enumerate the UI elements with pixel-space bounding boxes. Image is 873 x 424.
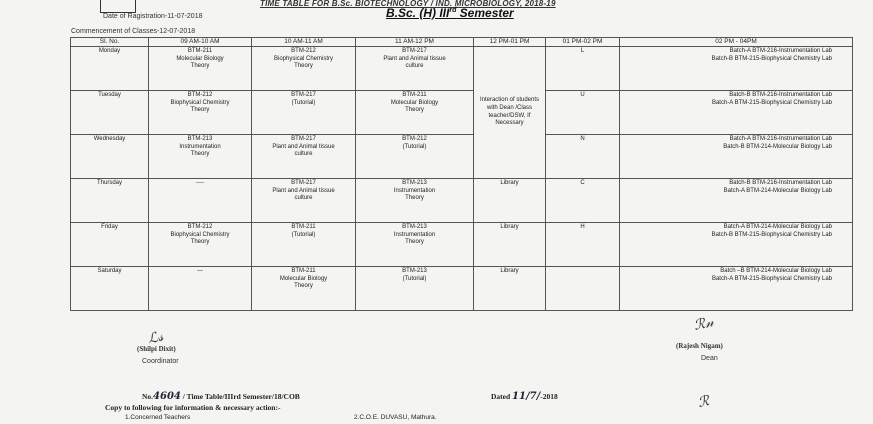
slot-cell <box>252 91 356 135</box>
lab-cell-text: Batch-A BTM-214-Molecular Biology Lab Batch-B BTM-215-Biophysical Chemistry Lab <box>711 224 832 238</box>
coordinator-signature: ℒ𝓈 <box>146 328 165 348</box>
lab-cell <box>620 267 853 311</box>
lab-cell <box>620 47 853 91</box>
memo-number-handwritten: 4604 <box>153 391 181 402</box>
recess-cell <box>546 267 620 311</box>
library-cell <box>474 223 546 267</box>
lab-cell-text: Batch-A BTM-216-Instrumentation Lab Batch-B BTM-214-Molecular Biology Lab <box>723 136 832 150</box>
institution-logo <box>100 0 136 13</box>
library-cell-text: Library <box>500 268 519 274</box>
slot-cell <box>356 223 474 267</box>
coordinator-title: Coordinator <box>142 358 179 365</box>
slot-cell-text: BTM-212 (Tutorial) <box>402 136 427 150</box>
slot-cell <box>252 267 356 311</box>
column-header: 01 PM-02 PM <box>546 38 620 47</box>
day-cell <box>71 267 149 311</box>
table-row <box>71 179 853 223</box>
library-cell-text: Library <box>500 224 519 230</box>
dated-prefix: Dated <box>491 392 513 401</box>
lab-cell-text: Batch-B BTM-216-Instrumentation Lab Batch-A BTM-215-Biophysical Chemistry Lab <box>711 92 832 106</box>
day-cell-text: Friday <box>101 224 118 230</box>
slot-cell <box>252 223 356 267</box>
day-cell-text: Wednesday <box>93 136 126 142</box>
lab-cell <box>620 135 853 179</box>
dean-name: (Rajesh Nigam) <box>676 342 723 350</box>
lab-cell <box>620 179 853 223</box>
dated-line <box>491 391 558 402</box>
slot-cell-text: BTM-213 (Tutorial) <box>402 268 427 282</box>
commencement-date: Commencement of Classes-12-07-2018 <box>71 28 196 35</box>
lab-cell <box>620 91 853 135</box>
column-header: 11 AM-12 PM <box>356 38 474 47</box>
copy-to-line: Copy to following for information & necessary action:- <box>105 403 281 412</box>
slot-cell <box>356 179 474 223</box>
recess-cell-text: N <box>580 136 585 142</box>
memo-prefix: No. <box>142 392 154 401</box>
day-cell-text: Saturday <box>97 268 122 274</box>
slot-cell-text: BTM-213 Instrumentation Theory <box>393 224 436 246</box>
slot-cell-text: BTM-217 (Tutorial) <box>291 92 316 106</box>
semester-title-main: B.Sc. (H) III <box>386 6 450 20</box>
recess-cell-text: H <box>580 224 585 230</box>
slot-cell-text: BTM-213 Instrumentation Theory <box>393 180 436 202</box>
slot-cell <box>356 91 474 135</box>
table-row <box>71 267 853 311</box>
timetable-heading: TIME TABLE FOR B.Sc. BIOTECHNOLOGY / IND. MICROBIOLOGY, 2018-19 <box>260 0 556 8</box>
slot-cell-text: BTM-211 Molecular Biology Theory <box>176 48 224 70</box>
slot-cell-text: BTM-212 Biophysical Chemistry Theory <box>273 48 334 70</box>
day-cell-text: Monday <box>98 48 121 54</box>
recess-cell-text: U <box>580 92 585 98</box>
day-cell-text: Thursday <box>96 180 122 186</box>
slot-cell <box>149 223 252 267</box>
slot-cell <box>252 135 356 179</box>
recess-cell <box>546 135 620 179</box>
table-row <box>71 135 853 179</box>
slot-cell <box>252 47 356 91</box>
semester-title <box>386 6 514 20</box>
library-cell <box>474 179 546 223</box>
interaction-cell <box>474 47 546 179</box>
slot-cell <box>149 135 252 179</box>
library-cell-text: Library <box>500 180 519 186</box>
recess-cell <box>546 91 620 135</box>
slot-cell-text: BTM-211 (Tutorial) <box>291 224 316 238</box>
column-header: 12 PM-01 PM <box>474 38 546 47</box>
library-cell <box>474 267 546 311</box>
slot-cell-text: ---- <box>196 180 204 186</box>
slot-cell <box>252 179 356 223</box>
recess-cell-text: L <box>580 48 585 54</box>
slot-cell-text: BTM-212 Biophysical Chemistry Theory <box>170 92 230 114</box>
table-row <box>71 47 853 91</box>
dated-suffix: -2018 <box>540 392 558 401</box>
column-header: Sl. No. <box>71 38 149 47</box>
slot-cell <box>149 47 252 91</box>
slot-cell-text: BTM-213 Instrumentation Theory <box>179 136 221 158</box>
copy-recipient-2: 2.C.O.E. DUVASU, Mathura. <box>354 414 437 421</box>
day-cell <box>71 223 149 267</box>
semester-title-tail: Semester <box>456 6 514 20</box>
slot-cell <box>149 267 252 311</box>
slot-cell-text: BTM-211 Molecular Biology Theory <box>390 92 439 114</box>
recess-cell <box>546 223 620 267</box>
table-row <box>71 91 853 135</box>
recess-cell <box>546 179 620 223</box>
recess-cell <box>546 47 620 91</box>
slot-cell-text: BTM-211 Molecular Biology Theory <box>279 268 328 290</box>
slot-cell <box>149 179 252 223</box>
interaction-cell-text: Interaction of students with Dean /Class teacher/DSW, If Necessary <box>479 97 540 127</box>
copy-recipient-1: 1.Concerned Teachers <box>125 414 191 421</box>
column-header: 10 AM-11 AM <box>252 38 356 47</box>
slot-cell <box>149 91 252 135</box>
registration-date: Date of Ragistration-11-07-2018 <box>103 13 203 20</box>
recess-cell-text: C <box>580 180 585 186</box>
memo-suffix: / Time Table/IIIrd Semester/18/COB <box>180 392 300 401</box>
slot-cell-text: BTM-212 Biophysical Chemistry Theory <box>170 224 230 246</box>
table-row <box>71 223 853 267</box>
slot-cell-text: BTM-217 Plant and Animal tissue culture <box>272 136 335 158</box>
coordinator-name: (Shilpi Dixit) <box>137 345 176 353</box>
dean-signature-footer: ℛ <box>696 393 711 411</box>
memo-number <box>142 391 300 402</box>
day-cell <box>71 91 149 135</box>
column-header: 02 PM - 04PM <box>620 38 853 47</box>
day-cell-text: Tuesday <box>98 92 121 98</box>
slot-cell <box>356 47 474 91</box>
timetable-header-row <box>71 38 853 47</box>
column-header: 09 AM-10 AM <box>149 38 252 47</box>
lab-cell-text: Batch –B BTM-214-Molecular Biology Lab Batch-A BTM-215-Biophysical Chemistry Lab <box>711 268 832 282</box>
slot-cell-text: BTM-217 Plant and Animal tissue culture <box>383 48 446 70</box>
lab-cell <box>620 223 853 267</box>
semester-title-sup: rd <box>449 7 457 14</box>
timetable <box>70 37 853 311</box>
dated-handwritten: 11/7/ <box>512 391 541 402</box>
day-cell <box>71 47 149 91</box>
slot-cell-text: BTM-217 Plant and Animal tissue culture <box>272 180 335 202</box>
day-cell <box>71 135 149 179</box>
dean-title: Dean <box>701 355 718 362</box>
lab-cell-text: Batch-B BTM-216-Instrumentation Lab Batch-A BTM-214-Molecular Biology Lab <box>723 180 832 194</box>
slot-cell <box>356 267 474 311</box>
lab-cell-text: Batch-A BTM-216-Instrumentation Lab Batch-B BTM-215-Biophysical Chemistry Lab <box>711 48 832 62</box>
dean-signature: ℛ𝓃 <box>692 314 716 334</box>
day-cell <box>71 179 149 223</box>
slot-cell-text: --- <box>197 268 203 274</box>
slot-cell <box>356 135 474 179</box>
